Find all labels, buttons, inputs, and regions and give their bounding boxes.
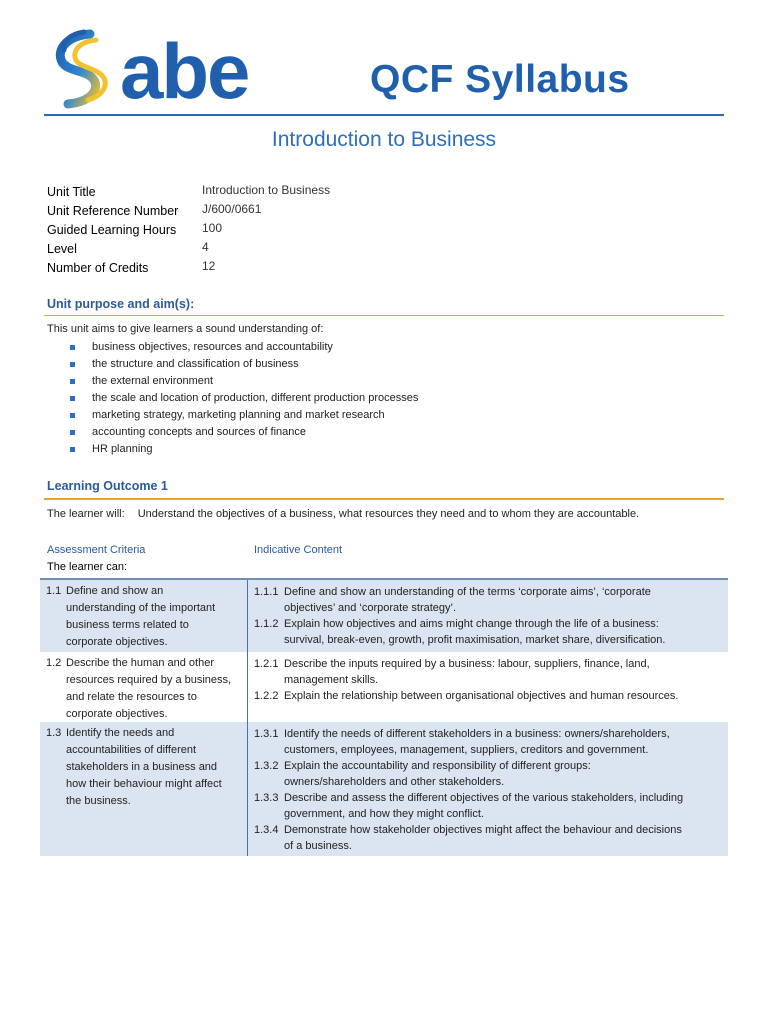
fact-label: Level	[47, 242, 77, 256]
bullet-square-icon	[70, 379, 75, 384]
fact-value: Introduction to Business	[202, 183, 331, 197]
bullet-square-icon	[70, 362, 75, 367]
content-line: survival, break-even, growth, profit maximisation, market share, diversification.	[284, 634, 666, 646]
content-line: owners/shareholders and other stakeholders.	[284, 776, 505, 788]
bullet-text: the structure and classification of business	[92, 358, 299, 370]
content-item	[254, 822, 724, 854]
purpose-bullet-list	[70, 341, 418, 460]
list-item	[70, 392, 418, 409]
criteria-line: Identify the needs and	[66, 727, 175, 739]
criteria-number: 1.3	[46, 727, 62, 739]
fact-value: 12	[202, 259, 216, 273]
criteria-table	[40, 578, 728, 856]
content-item	[254, 688, 724, 704]
list-item	[70, 358, 418, 375]
content-number: 1.2.1	[254, 658, 279, 670]
learner-will-label: The learner will:	[47, 508, 125, 520]
content-item	[254, 726, 724, 758]
qcf-syllabus-label: QCF Syllabus	[370, 58, 630, 101]
bullet-square-icon	[70, 430, 75, 435]
content-line: government, and how they might conflict.	[284, 808, 484, 820]
criteria-number: 1.2	[46, 657, 62, 669]
page-header	[44, 28, 724, 114]
criteria-cell	[46, 655, 242, 723]
purpose-intro: This unit aims to give learners a sound understanding of:	[47, 323, 324, 335]
content-item	[254, 616, 724, 648]
content-line: Demonstrate how stakeholder objectives might affect the behaviour and decisions	[284, 824, 682, 836]
list-item	[70, 409, 418, 426]
abe-logo	[48, 28, 308, 110]
criteria-line: Describe the human and other	[66, 657, 214, 669]
content-line: management skills.	[284, 674, 379, 686]
content-line: Define and show an understanding of the terms ‘corporate aims’, ‘corporate	[284, 586, 651, 598]
content-cell	[254, 726, 724, 854]
fact-label: Unit Reference Number	[47, 204, 179, 218]
bullet-square-icon	[70, 447, 75, 452]
criteria-line: understanding of the important	[66, 602, 216, 614]
bullet-square-icon	[70, 345, 75, 350]
content-line: objectives’ and ‘corporate strategy’.	[284, 602, 457, 614]
list-item	[70, 443, 418, 460]
outcome-heading: Learning Outcome 1	[47, 479, 168, 493]
criteria-text	[46, 725, 242, 810]
criteria-number: 1.1	[46, 585, 62, 597]
criteria-line: Define and show an	[66, 585, 164, 597]
criteria-text	[46, 655, 242, 723]
criteria-cell	[46, 583, 242, 651]
content-line: Describe the inputs required by a business: labour, suppliers, finance, land,	[284, 658, 650, 670]
content-line: of a business.	[284, 840, 352, 852]
content-line: Explain the accountability and responsibility of different groups:	[284, 760, 591, 772]
content-number: 1.3.2	[254, 760, 279, 772]
table-row	[40, 580, 728, 652]
purpose-divider	[44, 315, 724, 316]
criteria-line: and relate the resources to	[66, 691, 197, 703]
content-item	[254, 656, 724, 688]
bullet-text: business objectives, resources and accountability	[92, 341, 333, 353]
content-line: customers, employees, management, suppliers, creditors and government.	[284, 744, 649, 756]
list-item	[70, 375, 418, 392]
bullet-text: marketing strategy, marketing planning and market research	[92, 409, 385, 421]
logo-wordmark: abe	[120, 28, 249, 110]
content-line: Identify the needs of different stakeholders in a business: owners/shareholders,	[284, 728, 670, 740]
list-item	[70, 341, 418, 358]
bullet-square-icon	[70, 413, 75, 418]
assessment-criteria-header: Assessment Criteria	[47, 544, 146, 556]
criteria-line: corporate objectives.	[66, 708, 168, 720]
criteria-line: stakeholders in a business and	[66, 761, 218, 773]
learner-can-label: The learner can:	[47, 561, 128, 573]
content-cell	[254, 656, 724, 704]
fact-label: Number of Credits	[47, 261, 149, 275]
content-item	[254, 758, 724, 790]
bullet-text: HR planning	[92, 443, 153, 455]
fact-value: J/600/0661	[202, 202, 262, 216]
purpose-heading: Unit purpose and aim(s):	[47, 297, 195, 311]
content-line: Explain the relationship between organisational objectives and human resources.	[284, 690, 679, 702]
criteria-line: how their behaviour might affect	[66, 778, 222, 790]
criteria-line: the business.	[66, 795, 131, 807]
table-row	[40, 722, 728, 856]
content-number: 1.1.2	[254, 618, 279, 630]
criteria-line: corporate objectives.	[66, 636, 168, 648]
content-number: 1.1.1	[254, 586, 279, 598]
bullet-text: the scale and location of production, different production processes	[92, 392, 419, 404]
content-number: 1.3.1	[254, 728, 279, 740]
criteria-line: accountabilities of different	[66, 744, 197, 756]
outcome-divider	[44, 498, 724, 500]
bullet-text: the external environment	[92, 375, 214, 387]
content-number: 1.3.3	[254, 792, 279, 804]
criteria-line: resources required by a business,	[66, 674, 232, 686]
table-row	[40, 652, 728, 722]
fact-label: Unit Title	[47, 185, 96, 199]
table-column-divider	[247, 580, 248, 856]
header-divider	[44, 114, 724, 116]
fact-value: 100	[202, 221, 223, 235]
content-line: Explain how objectives and aims might change through the life of a business:	[284, 618, 659, 630]
page-title: Introduction to Business	[271, 128, 497, 151]
swirl-icon	[60, 32, 105, 104]
content-number: 1.2.2	[254, 690, 279, 702]
bullet-text: accounting concepts and sources of finance	[92, 426, 307, 438]
criteria-line: business terms related to	[66, 619, 189, 631]
fact-label: Guided Learning Hours	[47, 223, 177, 237]
criteria-text	[46, 583, 242, 651]
learner-will	[47, 508, 639, 520]
indicative-content-header: Indicative Content	[254, 544, 343, 556]
learner-will-text: Understand the objectives of a business, what resources they need and to whom they are accountable.	[137, 508, 640, 520]
content-item	[254, 584, 724, 616]
list-item	[70, 426, 418, 443]
content-item	[254, 790, 724, 822]
content-number: 1.3.4	[254, 824, 279, 836]
content-cell	[254, 584, 724, 648]
content-line: Describe and assess the different objectives of the various stakeholders, including	[284, 792, 684, 804]
criteria-cell	[46, 725, 242, 810]
bullet-square-icon	[70, 396, 75, 401]
fact-value: 4	[202, 240, 209, 254]
